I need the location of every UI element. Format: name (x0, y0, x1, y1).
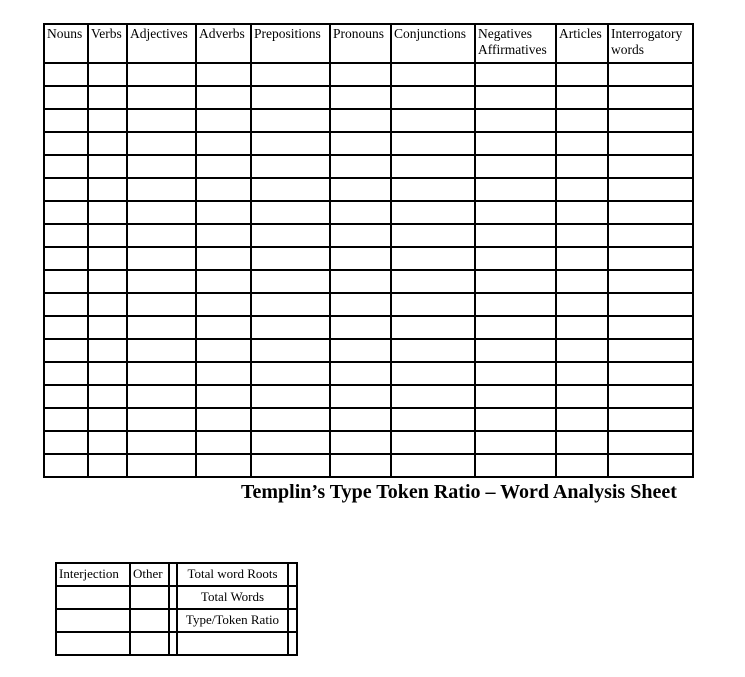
header-interrogatory-words (608, 24, 693, 63)
type-token-ratio-value[interactable] (288, 609, 297, 632)
cell-verbs[interactable] (88, 63, 127, 86)
cell-articles[interactable] (556, 224, 608, 247)
cell-conjunctions[interactable] (391, 454, 475, 477)
cell-adjectives[interactable] (127, 270, 196, 293)
cell-negatives-affirmatives[interactable] (475, 109, 556, 132)
cell-adverbs[interactable] (196, 63, 251, 86)
cell-adverbs[interactable] (196, 132, 251, 155)
table-row (44, 339, 693, 362)
header-nouns: Nouns (44, 24, 88, 63)
cell-verbs[interactable] (88, 155, 127, 178)
cell-pronouns[interactable] (330, 201, 391, 224)
cell-adjectives[interactable] (127, 431, 196, 454)
cell-verbs[interactable] (88, 109, 127, 132)
cell-prepositions[interactable] (251, 408, 330, 431)
cell-interrogatory-words[interactable] (608, 178, 693, 201)
cell-interrogatory-words[interactable] (608, 63, 693, 86)
cell-negatives-affirmatives[interactable] (475, 431, 556, 454)
cell-pronouns[interactable] (330, 339, 391, 362)
table-row (44, 109, 693, 132)
table-row (44, 132, 693, 155)
cell-nouns[interactable] (44, 362, 88, 385)
table-row (44, 224, 693, 247)
cell-conjunctions[interactable] (391, 86, 475, 109)
cell-adverbs[interactable] (196, 270, 251, 293)
header-conjunctions: Conjunctions (391, 24, 475, 63)
cell-adjectives[interactable] (127, 63, 196, 86)
cell-pronouns[interactable] (330, 63, 391, 86)
header-articles: Articles (556, 24, 608, 63)
cell-pronouns[interactable] (330, 155, 391, 178)
cell-pronouns[interactable] (330, 385, 391, 408)
cell-pronouns[interactable] (330, 270, 391, 293)
cell-adverbs[interactable] (196, 109, 251, 132)
cell-interrogatory-words[interactable] (608, 155, 693, 178)
cell-verbs[interactable] (88, 178, 127, 201)
table-row (44, 408, 693, 431)
cell-prepositions[interactable] (251, 431, 330, 454)
cell-adjectives[interactable] (127, 201, 196, 224)
cell-interrogatory-words[interactable] (608, 316, 693, 339)
page-title: Templin’s Type Token Ratio – Word Analysis Sheet (241, 481, 677, 503)
cell-articles[interactable] (556, 178, 608, 201)
cell-pronouns[interactable] (330, 431, 391, 454)
cell-interrogatory-words[interactable] (608, 247, 693, 270)
cell-nouns[interactable] (44, 63, 88, 86)
cell-pronouns[interactable] (330, 109, 391, 132)
cell-adverbs[interactable] (196, 293, 251, 316)
cell-nouns[interactable] (44, 247, 88, 270)
spacer-cell (169, 563, 177, 586)
cell-negatives-affirmatives[interactable] (475, 201, 556, 224)
cell-verbs[interactable] (88, 408, 127, 431)
cell-conjunctions[interactable] (391, 385, 475, 408)
type-token-ratio-label: Type/Token Ratio (177, 609, 288, 632)
cell-conjunctions[interactable] (391, 224, 475, 247)
cell-adjectives[interactable] (127, 408, 196, 431)
table-row (44, 247, 693, 270)
cell-verbs[interactable] (88, 132, 127, 155)
cell-nouns[interactable] (44, 270, 88, 293)
header-adjectives: Adjectives (127, 24, 196, 63)
cell-conjunctions[interactable] (391, 109, 475, 132)
summary-value-cell[interactable] (177, 632, 288, 655)
cell-adverbs[interactable] (196, 224, 251, 247)
cell-adjectives[interactable] (127, 454, 196, 477)
summary-extra-cell[interactable] (288, 632, 297, 655)
cell-verbs[interactable] (88, 454, 127, 477)
cell-conjunctions[interactable] (391, 293, 475, 316)
cell-pronouns[interactable] (330, 224, 391, 247)
total-words-label: Total Words (177, 586, 288, 609)
cell-adverbs[interactable] (196, 454, 251, 477)
cell-adverbs[interactable] (196, 86, 251, 109)
total-words-value[interactable] (288, 586, 297, 609)
table-row (44, 270, 693, 293)
cell-verbs[interactable] (88, 270, 127, 293)
cell-nouns[interactable] (44, 132, 88, 155)
cell-nouns[interactable] (44, 293, 88, 316)
cell-prepositions[interactable] (251, 316, 330, 339)
header-row (44, 24, 693, 63)
cell-adverbs[interactable] (196, 155, 251, 178)
cell-nouns[interactable] (44, 316, 88, 339)
cell-nouns[interactable] (44, 408, 88, 431)
summary-row (56, 609, 297, 632)
table-row (44, 362, 693, 385)
cell-negatives-affirmatives[interactable] (475, 270, 556, 293)
cell-nouns[interactable] (44, 431, 88, 454)
cell-negatives-affirmatives[interactable] (475, 339, 556, 362)
cell-articles[interactable] (556, 339, 608, 362)
cell-pronouns[interactable] (330, 247, 391, 270)
cell-negatives-affirmatives[interactable] (475, 293, 556, 316)
cell-articles[interactable] (556, 362, 608, 385)
cell-interrogatory-words[interactable] (608, 224, 693, 247)
cell-interrogatory-words[interactable] (608, 431, 693, 454)
cell-articles[interactable] (556, 385, 608, 408)
cell-adjectives[interactable] (127, 385, 196, 408)
cell-negatives-affirmatives[interactable] (475, 247, 556, 270)
cell-verbs[interactable] (88, 224, 127, 247)
cell-nouns[interactable] (44, 339, 88, 362)
total-word-roots-label: Total word Roots (177, 563, 288, 586)
cell-adverbs[interactable] (196, 316, 251, 339)
header-prepositions: Prepositions (251, 24, 330, 63)
cell-adverbs[interactable] (196, 362, 251, 385)
spacer-cell (169, 632, 177, 655)
cell-prepositions[interactable] (251, 63, 330, 86)
summary-row (56, 586, 297, 609)
header-interrogatory-label: Interrogatory (611, 26, 683, 41)
cell-adverbs[interactable] (196, 408, 251, 431)
table-row (44, 86, 693, 109)
cell-conjunctions[interactable] (391, 408, 475, 431)
header-verbs: Verbs (88, 24, 127, 63)
cell-adjectives[interactable] (127, 132, 196, 155)
cell-adjectives[interactable] (127, 316, 196, 339)
table-row (44, 431, 693, 454)
cell-nouns[interactable] (44, 109, 88, 132)
cell-pronouns[interactable] (330, 86, 391, 109)
table-row (44, 385, 693, 408)
cell-interrogatory-words[interactable] (608, 109, 693, 132)
cell-adjectives[interactable] (127, 247, 196, 270)
cell-negatives-affirmatives[interactable] (475, 86, 556, 109)
cell-negatives-affirmatives[interactable] (475, 316, 556, 339)
cell-negatives-affirmatives[interactable] (475, 178, 556, 201)
cell-interrogatory-words[interactable] (608, 408, 693, 431)
cell-interrogatory-words[interactable] (608, 201, 693, 224)
cell-conjunctions[interactable] (391, 339, 475, 362)
cell-interrogatory-words[interactable] (608, 385, 693, 408)
cell-nouns[interactable] (44, 86, 88, 109)
cell-verbs[interactable] (88, 362, 127, 385)
table-row (44, 178, 693, 201)
cell-conjunctions[interactable] (391, 63, 475, 86)
cell-adjectives[interactable] (127, 86, 196, 109)
cell-adjectives[interactable] (127, 293, 196, 316)
cell-negatives-affirmatives[interactable] (475, 408, 556, 431)
table-row (44, 293, 693, 316)
cell-prepositions[interactable] (251, 109, 330, 132)
cell-articles[interactable] (556, 109, 608, 132)
table-body (44, 63, 693, 477)
cell-negatives-affirmatives[interactable] (475, 224, 556, 247)
interjection-cell[interactable] (56, 586, 130, 609)
other-header: Other (130, 563, 169, 586)
cell-adjectives[interactable] (127, 155, 196, 178)
cell-interrogatory-words[interactable] (608, 339, 693, 362)
cell-articles[interactable] (556, 408, 608, 431)
header-pronouns: Pronouns (330, 24, 391, 63)
header-words-label: words (611, 42, 644, 57)
cell-articles[interactable] (556, 86, 608, 109)
summary-table (55, 562, 298, 656)
cell-conjunctions[interactable] (391, 247, 475, 270)
cell-pronouns[interactable] (330, 454, 391, 477)
cell-prepositions[interactable] (251, 132, 330, 155)
cell-negatives-affirmatives[interactable] (475, 385, 556, 408)
spacer-cell (169, 586, 177, 609)
cell-verbs[interactable] (88, 86, 127, 109)
cell-prepositions[interactable] (251, 201, 330, 224)
cell-adjectives[interactable] (127, 339, 196, 362)
cell-pronouns[interactable] (330, 293, 391, 316)
table-row (44, 155, 693, 178)
cell-adjectives[interactable] (127, 178, 196, 201)
cell-conjunctions[interactable] (391, 201, 475, 224)
cell-verbs[interactable] (88, 247, 127, 270)
cell-nouns[interactable] (44, 385, 88, 408)
summary-row (56, 632, 297, 655)
cell-conjunctions[interactable] (391, 316, 475, 339)
cell-conjunctions[interactable] (391, 362, 475, 385)
cell-nouns[interactable] (44, 224, 88, 247)
cell-adverbs[interactable] (196, 178, 251, 201)
cell-interrogatory-words[interactable] (608, 132, 693, 155)
cell-pronouns[interactable] (330, 362, 391, 385)
cell-articles[interactable] (556, 293, 608, 316)
cell-negatives-affirmatives[interactable] (475, 454, 556, 477)
cell-prepositions[interactable] (251, 270, 330, 293)
cell-pronouns[interactable] (330, 316, 391, 339)
cell-adverbs[interactable] (196, 201, 251, 224)
cell-articles[interactable] (556, 316, 608, 339)
cell-verbs[interactable] (88, 431, 127, 454)
table-row (44, 63, 693, 86)
cell-prepositions[interactable] (251, 247, 330, 270)
cell-interrogatory-words[interactable] (608, 293, 693, 316)
table-row (44, 454, 693, 477)
cell-interrogatory-words[interactable] (608, 270, 693, 293)
cell-adverbs[interactable] (196, 385, 251, 408)
cell-prepositions[interactable] (251, 178, 330, 201)
cell-adjectives[interactable] (127, 109, 196, 132)
cell-articles[interactable] (556, 270, 608, 293)
cell-conjunctions[interactable] (391, 270, 475, 293)
cell-prepositions[interactable] (251, 224, 330, 247)
cell-verbs[interactable] (88, 316, 127, 339)
cell-conjunctions[interactable] (391, 132, 475, 155)
cell-verbs[interactable] (88, 201, 127, 224)
cell-articles[interactable] (556, 431, 608, 454)
other-cell[interactable] (130, 609, 169, 632)
cell-articles[interactable] (556, 201, 608, 224)
header-adverbs: Adverbs (196, 24, 251, 63)
cell-prepositions[interactable] (251, 454, 330, 477)
cell-adjectives[interactable] (127, 362, 196, 385)
cell-adjectives[interactable] (127, 224, 196, 247)
cell-nouns[interactable] (44, 454, 88, 477)
cell-adverbs[interactable] (196, 339, 251, 362)
spacer-cell (169, 609, 177, 632)
cell-pronouns[interactable] (330, 132, 391, 155)
table-row (44, 201, 693, 224)
cell-prepositions[interactable] (251, 362, 330, 385)
cell-conjunctions[interactable] (391, 155, 475, 178)
table-row (44, 316, 693, 339)
cell-conjunctions[interactable] (391, 178, 475, 201)
cell-negatives-affirmatives[interactable] (475, 132, 556, 155)
cell-verbs[interactable] (88, 339, 127, 362)
interjection-cell[interactable] (56, 609, 130, 632)
cell-conjunctions[interactable] (391, 431, 475, 454)
cell-adverbs[interactable] (196, 247, 251, 270)
cell-pronouns[interactable] (330, 408, 391, 431)
cell-adverbs[interactable] (196, 431, 251, 454)
interjection-header: Interjection (56, 563, 130, 586)
header-negatives-affirmatives (475, 24, 556, 63)
cell-prepositions[interactable] (251, 339, 330, 362)
cell-negatives-affirmatives[interactable] (475, 362, 556, 385)
cell-prepositions[interactable] (251, 293, 330, 316)
interjection-cell[interactable] (56, 632, 130, 655)
header-affirmatives-label: Affirmatives (478, 42, 547, 57)
cell-prepositions[interactable] (251, 385, 330, 408)
cell-pronouns[interactable] (330, 178, 391, 201)
cell-interrogatory-words[interactable] (608, 86, 693, 109)
header-negatives-label: Negatives (478, 26, 532, 41)
cell-articles[interactable] (556, 247, 608, 270)
cell-prepositions[interactable] (251, 86, 330, 109)
cell-negatives-affirmatives[interactable] (475, 63, 556, 86)
total-word-roots-value[interactable] (288, 563, 297, 586)
cell-verbs[interactable] (88, 293, 127, 316)
cell-verbs[interactable] (88, 385, 127, 408)
cell-articles[interactable] (556, 155, 608, 178)
cell-nouns[interactable] (44, 178, 88, 201)
summary-row (56, 563, 297, 586)
cell-prepositions[interactable] (251, 155, 330, 178)
cell-nouns[interactable] (44, 201, 88, 224)
cell-articles[interactable] (556, 63, 608, 86)
cell-interrogatory-words[interactable] (608, 362, 693, 385)
other-cell[interactable] (130, 632, 169, 655)
cell-articles[interactable] (556, 132, 608, 155)
cell-negatives-affirmatives[interactable] (475, 155, 556, 178)
cell-interrogatory-words[interactable] (608, 454, 693, 477)
other-cell[interactable] (130, 586, 169, 609)
word-analysis-table (43, 23, 694, 478)
cell-nouns[interactable] (44, 155, 88, 178)
cell-articles[interactable] (556, 454, 608, 477)
